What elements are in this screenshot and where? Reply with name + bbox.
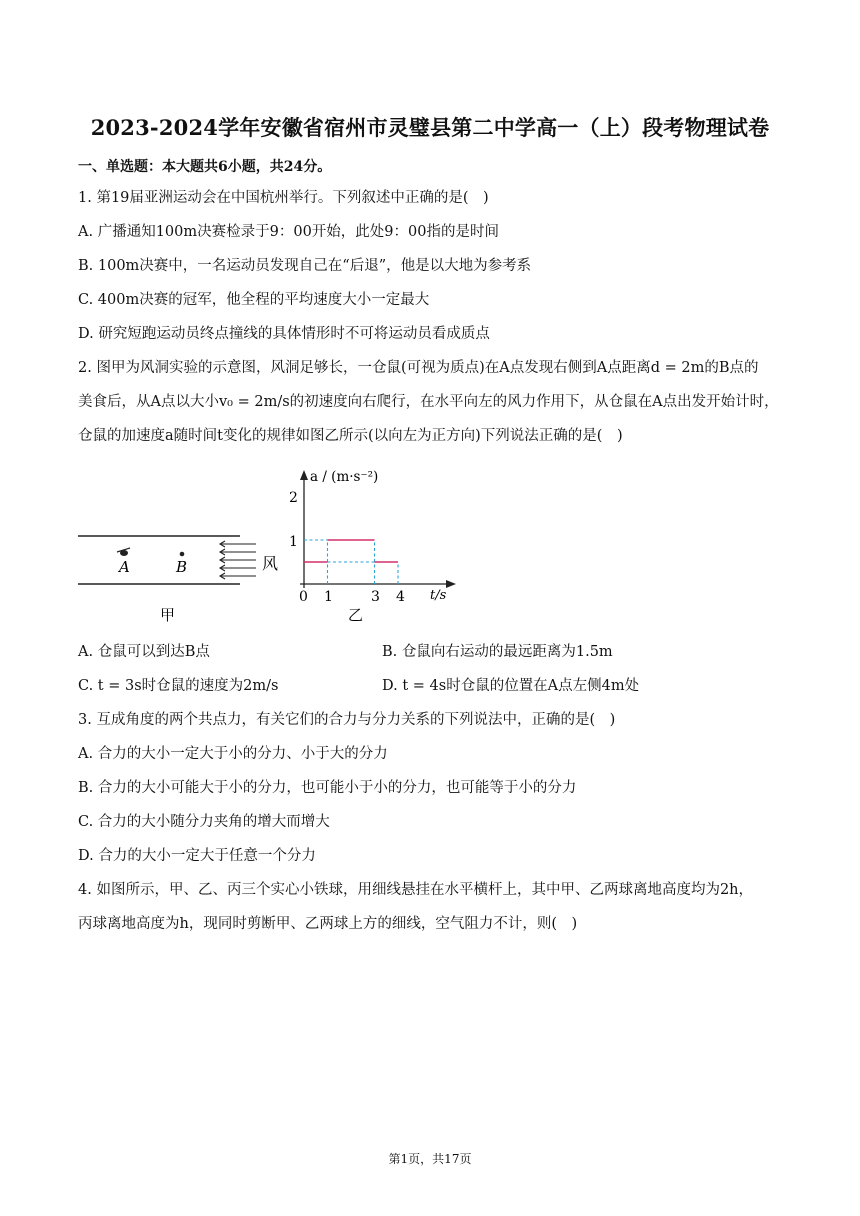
q2-option-a: A. 仓鼠可以到达B点 [78, 644, 210, 660]
wind-arrows [220, 541, 256, 579]
figure-yi-label: 乙 [348, 606, 364, 624]
point-a-label: A [119, 558, 130, 576]
q1-option-d: D. 研究短跑运动员终点撞线的具体情形时不可将运动员看成质点 [78, 326, 490, 342]
q1-stem: 1. 第19届亚洲运动会在中国杭州举行。下列叙述中正确的是( ) [78, 190, 489, 206]
x-tick-label-1: 1 [324, 589, 333, 605]
figure-jia-label: 甲 [160, 606, 176, 624]
point-b-label: B [176, 558, 188, 576]
x-axis-label: t/s [430, 588, 447, 603]
page-footer: 第1页，共17页 [388, 1152, 472, 1166]
q4-stem-line2: 丙球离地高度为h，现同时剪断甲、乙两球上方的细线，空气阻力不计，则( ) [78, 916, 578, 932]
q3-option-b: B. 合力的大小可能大于小的分力，也可能小于小的分力，也可能等于小的分力 [78, 780, 577, 796]
y-tick-label-1: 1 [289, 534, 298, 550]
q3-option-c: C. 合力的大小随分力夹角的增大而增大 [78, 814, 330, 830]
q2-option-d: D. t = 4s时仓鼠的位置在A点左侧4m处 [382, 678, 640, 694]
exam-title: 2023-2024学年安徽省宿州市灵璧县第二中学高一（上）段考物理试卷 [90, 115, 770, 140]
wind-tunnel-diagram [78, 536, 278, 624]
q3-option-a: A. 合力的大小一定大于小的分力、小于大的分力 [78, 746, 388, 762]
q3-option-d: D. 合力的大小一定大于任意一个分力 [78, 848, 316, 864]
hamster-icon [117, 548, 130, 556]
q2-option-c: C. t = 3s时仓鼠的速度为2m/s [78, 678, 279, 694]
acceleration-time-chart [289, 469, 456, 624]
q1-option-b: B. 100m决赛中，一名运动员发现自己在“后退”，他是以大地为参考系 [78, 258, 532, 274]
q2-stem-line2: 美食后，从A点以大小v₀ = 2m/s的初速度向右爬行，在水平向左的风力作用下，从仓鼠在A点出发开始计时， [78, 394, 779, 410]
section-heading: 一、单选题：本大题共6小题，共24分。 [78, 159, 332, 175]
q3-stem: 3. 互成角度的两个共点力，有关它们的合力与分力关系的下列说法中，正确的是( ) [78, 712, 616, 728]
y-axis-arrow [300, 470, 308, 480]
q2-stem-line3: 仓鼠的加速度a随时间t变化的规律如图乙所示(以向左为正方向)下列说法正确的是( ) [78, 428, 623, 444]
y-axis-label: a / (m·s⁻²) [310, 469, 379, 485]
x-tick-label-4: 4 [396, 589, 405, 605]
q2-stem-line1: 2. 图甲为风洞实验的示意图，风洞足够长，一仓鼠(可视为质点)在A点发现右侧到A点距离d = 2m的B点的 [78, 360, 759, 376]
x-tick-label-3: 3 [371, 589, 380, 605]
y-tick-label-2: 2 [289, 490, 298, 506]
q4-stem-line1: 4. 如图所示，甲、乙、丙三个实心小铁球，用细线悬挂在水平横杆上，其中甲、乙两球离地高度均为2h， [78, 882, 754, 898]
x-axis-arrow [446, 580, 456, 588]
q2-option-b: B. 仓鼠向右运动的最远距离为1.5m [382, 644, 613, 660]
wind-label: 风 [262, 554, 279, 573]
q1-option-a: A. 广播通知100m决赛检录于9：00开始，此处9：00指的是时间 [78, 224, 499, 240]
q2-figure [70, 464, 470, 630]
x-tick-label-0: 0 [299, 589, 308, 605]
q1-option-c: C. 400m决赛的冠军，他全程的平均速度大小一定最大 [78, 292, 430, 308]
point-b-dot [180, 552, 185, 557]
